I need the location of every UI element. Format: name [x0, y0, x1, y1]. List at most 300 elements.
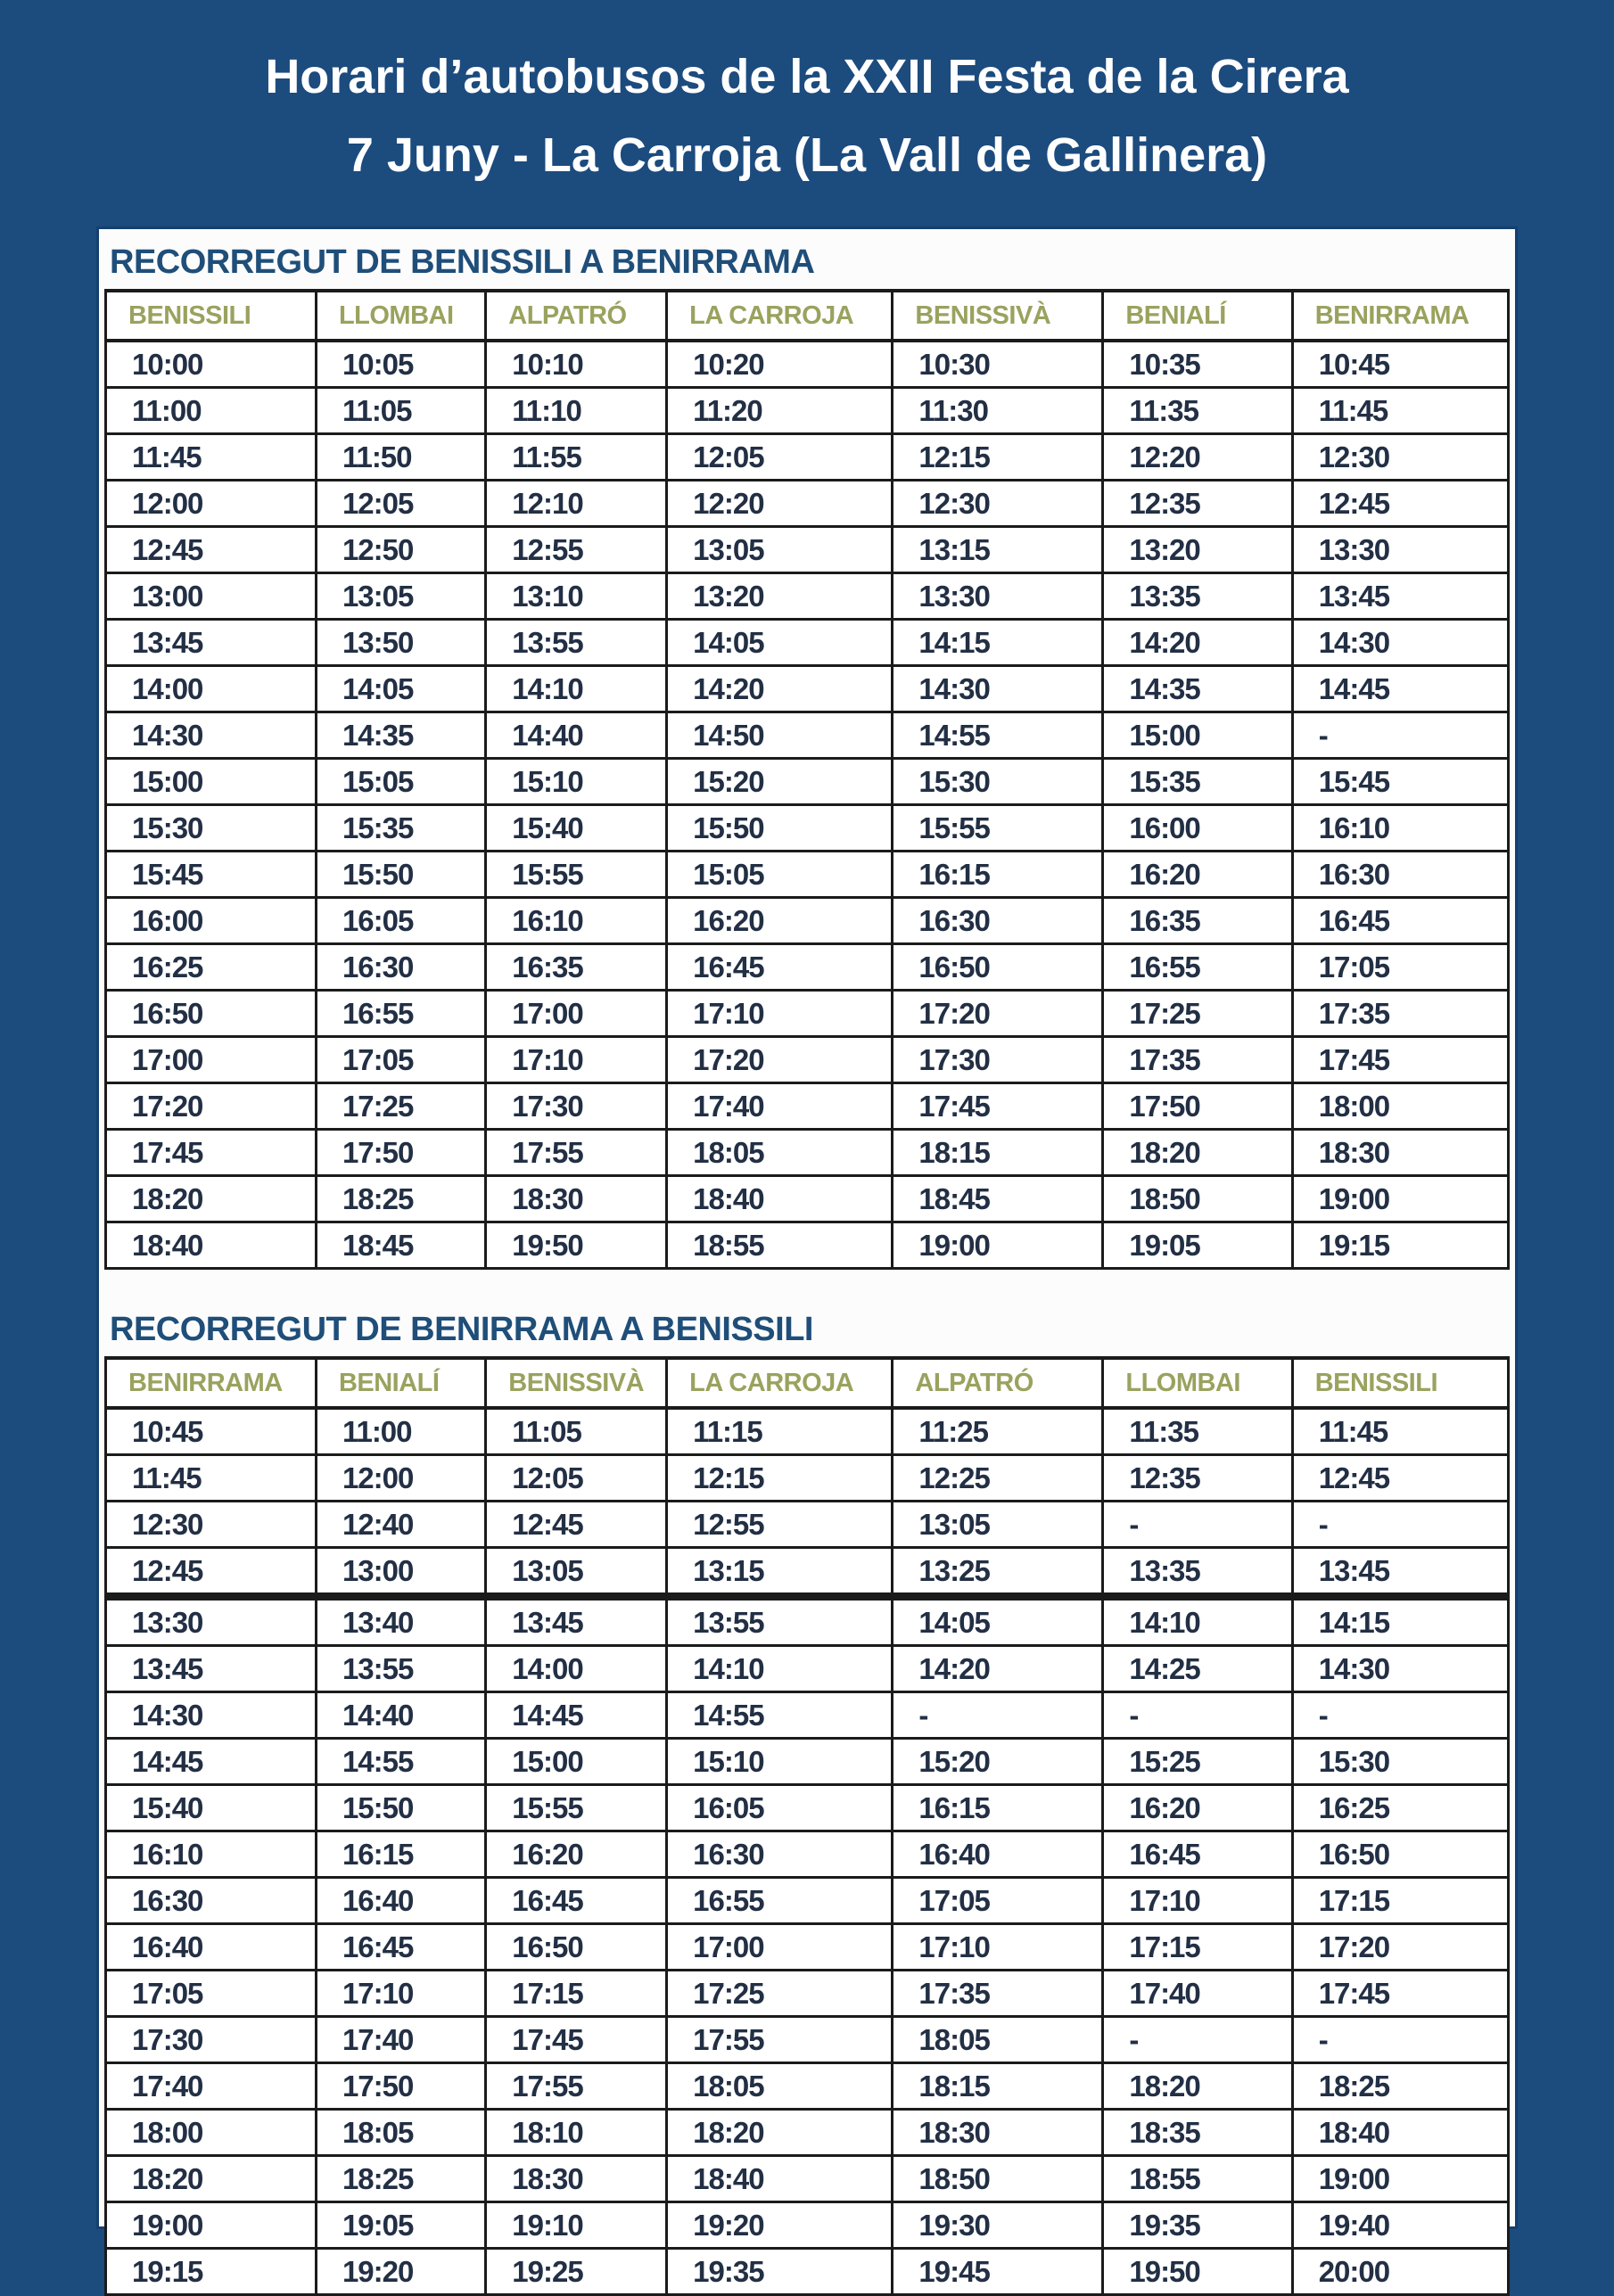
time-cell: 13:50	[316, 620, 485, 666]
time-cell: 14:30	[893, 666, 1103, 712]
time-cell: 11:00	[106, 388, 317, 434]
time-cell: 17:50	[316, 2063, 485, 2110]
time-cell: 16:25	[1292, 1785, 1508, 1831]
column-header: BENISSIVÀ	[486, 1358, 667, 1408]
time-cell: 19:45	[893, 2249, 1103, 2295]
time-cell: 11:15	[667, 1408, 893, 1455]
time-cell: 17:55	[667, 2017, 893, 2063]
time-cell: 16:30	[893, 898, 1103, 944]
time-cell: 14:05	[667, 620, 893, 666]
time-cell: 10:00	[106, 341, 317, 388]
time-cell: 14:20	[667, 666, 893, 712]
time-cell: 14:40	[486, 712, 667, 759]
time-cell: 16:30	[667, 1831, 893, 1878]
table-row	[106, 1971, 1509, 2017]
table-row	[106, 1222, 1509, 1269]
time-cell: 14:45	[1292, 666, 1508, 712]
time-cell: 15:50	[667, 805, 893, 852]
time-cell: -	[1103, 1692, 1292, 1739]
time-cell: 16:05	[316, 898, 485, 944]
time-cell: 16:35	[1103, 898, 1292, 944]
route-section-benirrama-benissili	[104, 1311, 1510, 2296]
time-cell: -	[1292, 1502, 1508, 1548]
time-cell: 17:15	[1103, 1924, 1292, 1971]
time-cell: 14:30	[106, 712, 317, 759]
time-cell: 17:05	[1292, 944, 1508, 991]
title-line-1: Horari d’autobusos de la XXII Festa de la Cirera	[265, 50, 1349, 103]
time-cell: 14:05	[316, 666, 485, 712]
time-cell: 18:40	[667, 2156, 893, 2202]
time-cell: 17:00	[106, 1037, 317, 1083]
time-cell: 17:20	[667, 1037, 893, 1083]
table-row	[106, 1785, 1509, 1831]
time-cell: -	[1103, 1502, 1292, 1548]
time-cell: 17:30	[106, 2017, 317, 2063]
time-cell: -	[1292, 1692, 1508, 1739]
time-cell: 16:55	[1103, 944, 1292, 991]
time-cell: 15:40	[486, 805, 667, 852]
header-row	[106, 291, 1509, 341]
time-cell: 16:00	[106, 898, 317, 944]
time-cell: 18:20	[106, 2156, 317, 2202]
time-cell: 11:45	[1292, 1408, 1508, 1455]
time-cell: 17:50	[1103, 1083, 1292, 1130]
time-cell: 18:40	[106, 1222, 317, 1269]
time-cell: 16:05	[667, 1785, 893, 1831]
time-cell: 15:00	[106, 759, 317, 805]
time-cell: 13:15	[893, 527, 1103, 573]
time-cell: 11:10	[486, 388, 667, 434]
time-cell: 19:50	[486, 1222, 667, 1269]
time-cell: 12:35	[1103, 481, 1292, 527]
time-cell: 15:30	[106, 805, 317, 852]
time-cell: 15:00	[1103, 712, 1292, 759]
table-row	[106, 1739, 1509, 1785]
time-cell: 12:25	[893, 1455, 1103, 1502]
time-cell: 17:45	[106, 1130, 317, 1176]
time-cell: 16:20	[667, 898, 893, 944]
time-cell: 16:25	[106, 944, 317, 991]
time-cell: 16:50	[486, 1924, 667, 1971]
time-cell: 10:20	[667, 341, 893, 388]
time-cell: 14:30	[106, 1692, 317, 1739]
table-row	[106, 805, 1509, 852]
time-cell: 15:50	[316, 1785, 485, 1831]
time-cell: 17:05	[106, 1971, 317, 2017]
time-cell: 18:10	[486, 2110, 667, 2156]
time-cell: 13:25	[893, 1548, 1103, 1597]
time-cell: 17:10	[316, 1971, 485, 2017]
time-cell: 16:50	[1292, 1831, 1508, 1878]
table-row	[106, 898, 1509, 944]
column-header: BENIALÍ	[1103, 291, 1292, 341]
table-row	[106, 1455, 1509, 1502]
time-cell: 15:45	[106, 852, 317, 898]
time-cell: 14:35	[316, 712, 485, 759]
time-cell: 16:45	[486, 1878, 667, 1924]
time-cell: 18:40	[667, 1176, 893, 1222]
time-cell: 16:30	[106, 1878, 317, 1924]
table-row	[106, 1130, 1509, 1176]
table-row	[106, 2202, 1509, 2249]
time-cell: 17:10	[667, 991, 893, 1037]
time-cell: 19:40	[1292, 2202, 1508, 2249]
time-cell: 16:15	[893, 1785, 1103, 1831]
time-cell: 17:00	[486, 991, 667, 1037]
time-cell: 13:30	[893, 573, 1103, 620]
time-cell: 13:45	[106, 620, 317, 666]
time-cell: 17:25	[1103, 991, 1292, 1037]
time-cell: 15:10	[667, 1739, 893, 1785]
time-cell: 15:45	[1292, 759, 1508, 805]
time-cell: 11:35	[1103, 1408, 1292, 1455]
table-row	[106, 1502, 1509, 1548]
time-cell: 19:10	[486, 2202, 667, 2249]
column-header: BENIRRAMA	[1292, 291, 1508, 341]
time-cell: 12:10	[486, 481, 667, 527]
time-cell: 15:30	[1292, 1739, 1508, 1785]
time-cell: 17:45	[893, 1083, 1103, 1130]
time-cell: 18:05	[667, 2063, 893, 2110]
time-cell: 15:05	[316, 759, 485, 805]
time-cell: 18:35	[1103, 2110, 1292, 2156]
time-cell: 19:50	[1103, 2249, 1292, 2295]
time-cell: 13:40	[316, 1597, 485, 1646]
time-cell: 17:40	[667, 1083, 893, 1130]
time-cell: 12:40	[316, 1502, 485, 1548]
time-cell: 14:35	[1103, 666, 1292, 712]
time-cell: 18:05	[667, 1130, 893, 1176]
time-cell: 14:55	[667, 1692, 893, 1739]
time-cell: 13:20	[1103, 527, 1292, 573]
time-cell: 19:35	[1103, 2202, 1292, 2249]
time-cell: 16:40	[893, 1831, 1103, 1878]
table-row	[106, 1924, 1509, 1971]
time-cell: 12:35	[1103, 1455, 1292, 1502]
time-cell: 16:55	[667, 1878, 893, 1924]
time-cell: 18:25	[1292, 2063, 1508, 2110]
time-cell: 11:05	[486, 1408, 667, 1455]
time-cell: 11:50	[316, 434, 485, 481]
time-cell: 16:55	[316, 991, 485, 1037]
column-header: BENISSILI	[1292, 1358, 1508, 1408]
column-header: LA CARROJA	[667, 1358, 893, 1408]
time-cell: 19:15	[106, 2249, 317, 2295]
time-cell: 19:05	[316, 2202, 485, 2249]
time-cell: 18:15	[893, 2063, 1103, 2110]
table-row	[106, 1597, 1509, 1646]
time-cell: 18:30	[486, 2156, 667, 2202]
time-cell: 13:45	[1292, 1548, 1508, 1597]
time-cell: -	[1292, 2017, 1508, 2063]
time-cell: 17:35	[893, 1971, 1103, 2017]
time-cell: 13:55	[486, 620, 667, 666]
time-cell: 17:00	[667, 1924, 893, 1971]
time-cell: 11:35	[1103, 388, 1292, 434]
time-cell: 10:45	[106, 1408, 317, 1455]
time-cell: 17:25	[667, 1971, 893, 2017]
time-cell: 12:15	[893, 434, 1103, 481]
time-cell: 12:05	[667, 434, 893, 481]
time-cell: 17:20	[893, 991, 1103, 1037]
time-cell: 12:15	[667, 1455, 893, 1502]
time-cell: 15:20	[667, 759, 893, 805]
time-cell: 18:50	[1103, 1176, 1292, 1222]
section-title: RECORREGUT DE BENIRRAMA A BENISSILI	[110, 1311, 813, 1348]
table-row	[106, 620, 1509, 666]
time-cell: 12:45	[1292, 481, 1508, 527]
time-cell: 18:25	[316, 1176, 485, 1222]
time-cell: 16:45	[1292, 898, 1508, 944]
time-cell: 12:45	[1292, 1455, 1508, 1502]
time-cell: 19:00	[1292, 1176, 1508, 1222]
time-cell: 14:55	[316, 1739, 485, 1785]
time-cell: 16:15	[893, 852, 1103, 898]
table-row	[106, 1878, 1509, 1924]
table-row	[106, 388, 1509, 434]
time-cell: 12:30	[106, 1502, 317, 1548]
time-cell: 13:35	[1103, 573, 1292, 620]
time-cell: 15:25	[1103, 1739, 1292, 1785]
time-cell: 12:45	[106, 527, 317, 573]
time-cell: 19:00	[106, 2202, 317, 2249]
time-cell: 15:00	[486, 1739, 667, 1785]
time-cell: 19:20	[667, 2202, 893, 2249]
section-title: RECORREGUT DE BENISSILI A BENIRRAMA	[110, 243, 815, 281]
time-cell: 17:30	[893, 1037, 1103, 1083]
time-cell: 17:20	[1292, 1924, 1508, 1971]
time-cell: 14:40	[316, 1692, 485, 1739]
table-row	[106, 1176, 1509, 1222]
time-cell: 11:55	[486, 434, 667, 481]
time-cell: 15:55	[893, 805, 1103, 852]
time-cell: 19:15	[1292, 1222, 1508, 1269]
table-row	[106, 1831, 1509, 1878]
time-cell: 19:00	[1292, 2156, 1508, 2202]
time-cell: 18:50	[893, 2156, 1103, 2202]
time-cell: 17:40	[106, 2063, 317, 2110]
time-cell: 13:30	[106, 1597, 317, 1646]
time-cell: 17:35	[1103, 1037, 1292, 1083]
time-cell: 16:40	[106, 1924, 317, 1971]
time-cell: 19:35	[667, 2249, 893, 2295]
time-cell: 19:20	[316, 2249, 485, 2295]
time-cell: 16:40	[316, 1878, 485, 1924]
time-cell: 12:30	[1292, 434, 1508, 481]
time-cell: 13:45	[486, 1597, 667, 1646]
time-cell: 11:45	[106, 434, 317, 481]
time-cell: 18:15	[893, 1130, 1103, 1176]
time-cell: 16:15	[316, 1831, 485, 1878]
time-cell: 17:10	[486, 1037, 667, 1083]
time-cell: 11:45	[106, 1455, 317, 1502]
time-cell: 14:30	[1292, 1646, 1508, 1692]
table-row	[106, 991, 1509, 1037]
time-cell: 12:00	[106, 481, 317, 527]
column-header: BENIALÍ	[316, 1358, 485, 1408]
time-cell: -	[1103, 2017, 1292, 2063]
table-row	[106, 341, 1509, 388]
header-row	[106, 1358, 1509, 1408]
column-header: BENIRRAMA	[106, 1358, 317, 1408]
time-cell: 17:50	[316, 1130, 485, 1176]
table-row	[106, 1646, 1509, 1692]
time-cell: 16:20	[1103, 852, 1292, 898]
time-cell: -	[893, 1692, 1103, 1739]
time-cell: 16:45	[667, 944, 893, 991]
time-cell: 14:10	[486, 666, 667, 712]
time-cell: 13:05	[316, 573, 485, 620]
time-cell: 18:20	[667, 2110, 893, 2156]
time-cell: 16:10	[486, 898, 667, 944]
time-cell: 18:55	[1103, 2156, 1292, 2202]
table-row	[106, 434, 1509, 481]
time-cell: 18:40	[1292, 2110, 1508, 2156]
time-cell: 17:15	[486, 1971, 667, 2017]
time-cell: 18:30	[486, 1176, 667, 1222]
time-cell: 13:05	[893, 1502, 1103, 1548]
time-cell: 14:10	[1103, 1597, 1292, 1646]
time-cell: 18:45	[316, 1222, 485, 1269]
column-header: BENISSILI	[106, 291, 317, 341]
table-row	[106, 2156, 1509, 2202]
time-cell: 14:45	[106, 1739, 317, 1785]
time-cell: 14:50	[667, 712, 893, 759]
time-cell: 19:30	[893, 2202, 1103, 2249]
time-cell: 17:55	[486, 2063, 667, 2110]
time-cell: 14:00	[106, 666, 317, 712]
time-cell: 14:05	[893, 1597, 1103, 1646]
time-cell: 12:20	[1103, 434, 1292, 481]
table-row	[106, 1083, 1509, 1130]
time-cell: 17:35	[1292, 991, 1508, 1037]
time-cell: 13:10	[486, 573, 667, 620]
time-cell: 17:05	[893, 1878, 1103, 1924]
column-header: BENISSIVÀ	[893, 291, 1103, 341]
time-cell: 17:30	[486, 1083, 667, 1130]
time-cell: 12:55	[667, 1502, 893, 1548]
time-cell: 17:20	[106, 1083, 317, 1130]
time-cell: 15:35	[316, 805, 485, 852]
time-cell: 12:55	[486, 527, 667, 573]
time-cell: -	[1292, 712, 1508, 759]
time-cell: 15:55	[486, 1785, 667, 1831]
time-cell: 16:35	[486, 944, 667, 991]
time-cell: 17:45	[1292, 1037, 1508, 1083]
time-cell: 12:05	[316, 481, 485, 527]
time-cell: 15:35	[1103, 759, 1292, 805]
time-cell: 13:05	[667, 527, 893, 573]
table-row	[106, 2110, 1509, 2156]
time-cell: 13:30	[1292, 527, 1508, 573]
time-cell: 14:55	[893, 712, 1103, 759]
time-cell: 13:05	[486, 1548, 667, 1597]
time-cell: 13:20	[667, 573, 893, 620]
time-cell: 18:45	[893, 1176, 1103, 1222]
time-cell: 17:15	[1292, 1878, 1508, 1924]
time-cell: 16:30	[316, 944, 485, 991]
time-cell: 17:10	[1103, 1878, 1292, 1924]
table-row	[106, 1408, 1509, 1455]
column-header: ALPATRÓ	[893, 1358, 1103, 1408]
time-cell: 14:20	[893, 1646, 1103, 1692]
time-cell: 18:00	[106, 2110, 317, 2156]
column-header: LLOMBAI	[1103, 1358, 1292, 1408]
time-cell: 15:40	[106, 1785, 317, 1831]
time-cell: 17:10	[893, 1924, 1103, 1971]
time-cell: 19:05	[1103, 1222, 1292, 1269]
time-cell: 12:45	[486, 1502, 667, 1548]
table-row	[106, 666, 1509, 712]
time-cell: 13:45	[1292, 573, 1508, 620]
time-cell: 10:10	[486, 341, 667, 388]
time-cell: 18:00	[1292, 1083, 1508, 1130]
table-row	[106, 2017, 1509, 2063]
time-cell: 16:30	[1292, 852, 1508, 898]
time-cell: 11:25	[893, 1408, 1103, 1455]
time-cell: 19:25	[486, 2249, 667, 2295]
time-cell: 16:50	[893, 944, 1103, 991]
time-cell: 18:55	[667, 1222, 893, 1269]
time-cell: 18:05	[893, 2017, 1103, 2063]
time-cell: 14:20	[1103, 620, 1292, 666]
content-panel	[96, 226, 1518, 2288]
time-cell: 14:00	[486, 1646, 667, 1692]
time-cell: 12:30	[893, 481, 1103, 527]
table-row	[106, 852, 1509, 898]
time-cell: 18:30	[1292, 1130, 1508, 1176]
timetable-benirrama-benissili	[104, 1356, 1510, 2296]
table-row	[106, 573, 1509, 620]
time-cell: 18:20	[1103, 2063, 1292, 2110]
time-cell: 12:50	[316, 527, 485, 573]
time-cell: 10:30	[893, 341, 1103, 388]
poster-title	[0, 0, 1614, 194]
table-row	[106, 944, 1509, 991]
time-cell: 10:45	[1292, 341, 1508, 388]
time-cell: 16:50	[106, 991, 317, 1037]
time-cell: 18:25	[316, 2156, 485, 2202]
route-section-benissili-benirrama	[104, 243, 1510, 1270]
time-cell: 17:40	[316, 2017, 485, 2063]
time-cell: 15:30	[893, 759, 1103, 805]
time-cell: 16:45	[1103, 1831, 1292, 1878]
time-cell: 14:15	[1292, 1597, 1508, 1646]
time-cell: 15:50	[316, 852, 485, 898]
time-cell: 15:05	[667, 852, 893, 898]
time-cell: 13:55	[667, 1597, 893, 1646]
time-cell: 13:35	[1103, 1548, 1292, 1597]
time-cell: 14:30	[1292, 620, 1508, 666]
column-header: ALPATRÓ	[486, 291, 667, 341]
table-row	[106, 481, 1509, 527]
column-header: LLOMBAI	[316, 291, 485, 341]
table-row	[106, 1692, 1509, 1739]
time-cell: 17:25	[316, 1083, 485, 1130]
time-cell: 13:45	[106, 1646, 317, 1692]
time-cell: 19:00	[893, 1222, 1103, 1269]
time-cell: 18:05	[316, 2110, 485, 2156]
table-row	[106, 2063, 1509, 2110]
time-cell: 14:25	[1103, 1646, 1292, 1692]
time-cell: 13:55	[316, 1646, 485, 1692]
time-cell: 10:35	[1103, 341, 1292, 388]
time-cell: 15:20	[893, 1739, 1103, 1785]
time-cell: 12:45	[106, 1548, 317, 1597]
time-cell: 16:20	[1103, 1785, 1292, 1831]
table-row	[106, 527, 1509, 573]
time-cell: 18:20	[1103, 1130, 1292, 1176]
